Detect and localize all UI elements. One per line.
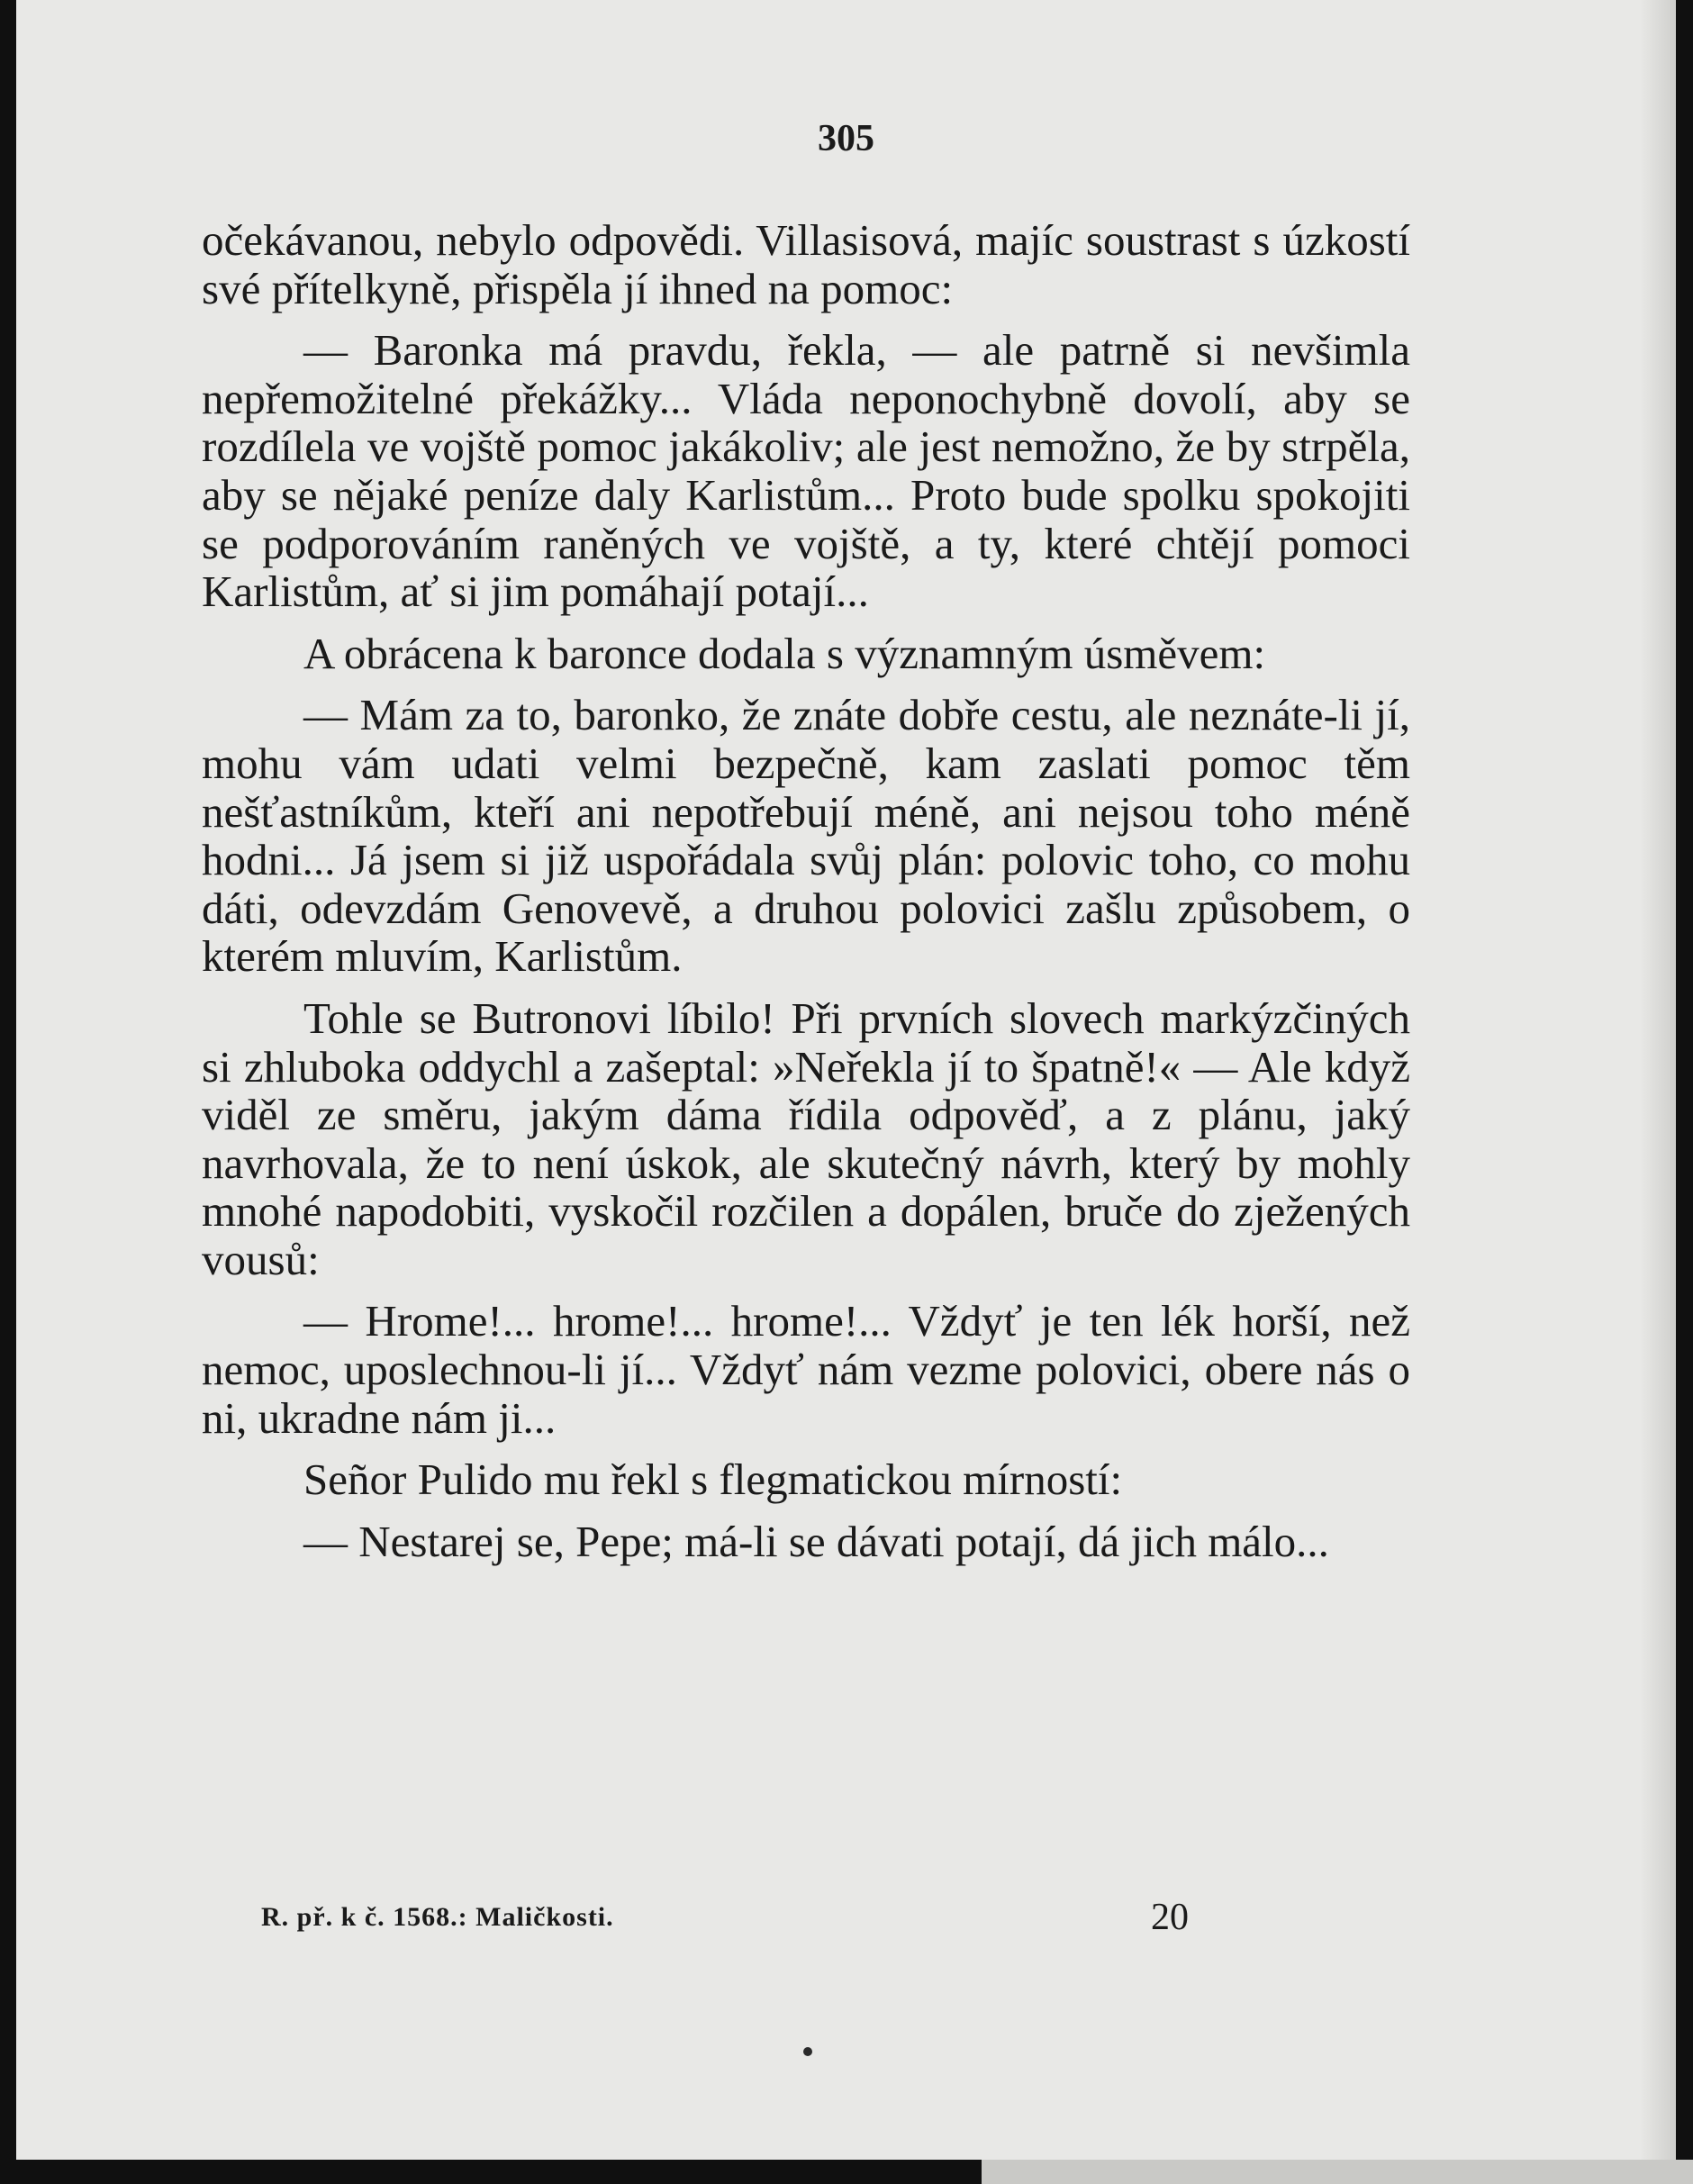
page-number: 305 bbox=[818, 118, 874, 159]
paragraph: Señor Pulido mu řekl s flegmatickou mírností: bbox=[303, 1454, 1123, 1505]
paragraph: — Baronka má pravdu, řekla, — ale patrně si nevšimla nepřemožitelné překážky... Vláda neponochybně dovolí, aby se rozdílela ve vojště pomoc jakákoliv; ale jest nemožno, že by strpěla, aby se nějaké peníze daly Karlistům... Proto bude spolku spokojiti se podporováním raněných ve vojště, a ty, které chtějí pomoci Karlistům, ať si jim pomáhají potají... bbox=[202, 325, 1410, 617]
footer-sheet-number: 20 bbox=[1151, 1897, 1189, 1938]
paragraph: A obrácena k baronce dodala s významným úsměvem: bbox=[303, 628, 1266, 678]
body-text bbox=[202, 216, 1410, 1565]
book-page bbox=[16, 0, 1676, 2160]
paragraph: Tohle se Butronovi líbilo! Při prvních slovech markýzčiných si zhluboka oddychl a zašeptal: »Neřekla jí to špatně!« — Ale když viděl ze směru, jakým dáma řídila odpověď, a z plánu, jaký navrhovala, že to není úskok, ale skutečný návrh, který by mohly mnohé napodobiti, vyskočil rozčilen a dopálen, bruče do zježených vousů: bbox=[202, 992, 1410, 1284]
scan-bottom-strip bbox=[982, 2160, 1693, 2184]
paragraph: — Mám za to, baronko, že znáte dobře cestu, ale neznáte-li jí, mohu vám udati velmi bezpečně, kam zaslati pomoc těm nešťastníkům, kteří ani nepotřebují méně, ani nejsou toho méně hodni... Já jsem si již uspořádala svůj plán: polovic toho, co mohu dáti, odevzdám Genovevě, a druhou polovici zašlu způsobem, o kterém mluvím, Karlistům. bbox=[202, 690, 1410, 982]
speck-mark bbox=[803, 2047, 812, 2056]
footer-signature: R. př. k č. 1568.: Maličkosti. bbox=[261, 1902, 614, 1932]
paragraph: — Hrome!... hrome!... hrome!... Vždyť je ten lék horší, než nemoc, uposlechnou-li jí... Vždyť nám vezme polovici, obere nás o ni, ukradne nám ji... bbox=[202, 1296, 1410, 1443]
paragraph: očekávanou, nebylo odpovědi. Villasisová, majíc soustrast s úzkostí své přítelkyně, přispěla jí ihned na pomoc: bbox=[202, 215, 1410, 313]
page-edge-shadow bbox=[1640, 0, 1676, 2160]
paragraph: — Nestarej se, Pepe; má-li se dávati potají, dá jich málo... bbox=[303, 1516, 1329, 1566]
